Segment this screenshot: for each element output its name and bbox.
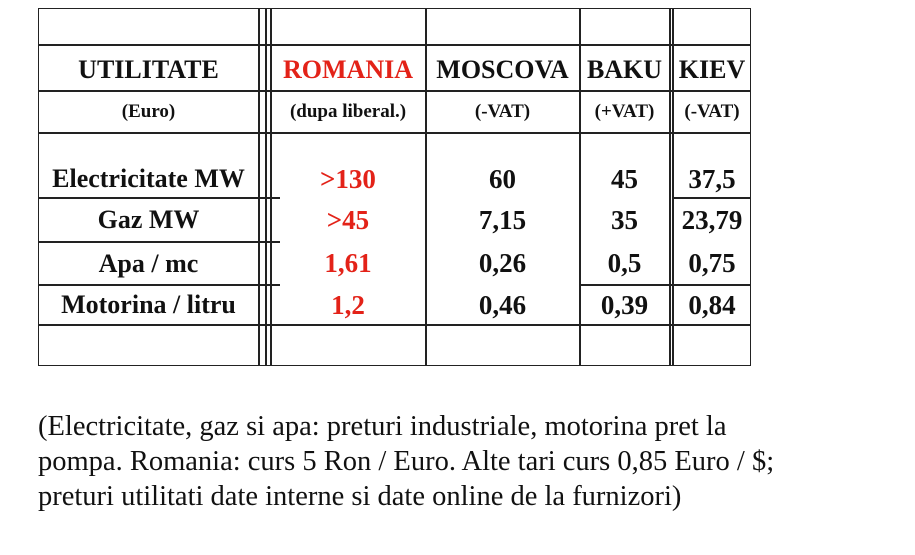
header-moscova: MOSCOVA — [436, 55, 569, 84]
cell-kiev-motorina: 0,84 — [688, 289, 736, 320]
footnote-line: (Electricitate, gaz si apa: preturi industriale, motorina pret la — [38, 411, 727, 442]
subheader-kiev: (-VAT) — [684, 100, 740, 122]
cell-baku-electricitate: 45 — [611, 163, 638, 194]
column-divider — [669, 9, 671, 365]
header-kiev: KIEV — [678, 55, 746, 84]
cell-baku-motorina: 0,39 — [600, 289, 649, 320]
cell-baku-apa: 0,5 — [607, 248, 642, 278]
row-divider — [39, 324, 750, 326]
subheader-moscova: (-VAT) — [474, 100, 531, 122]
cell-romania-gaz: >45 — [326, 204, 370, 235]
cell-romania-electricitate: >130 — [320, 163, 376, 194]
column-divider — [258, 9, 260, 365]
cell-moscova-electricitate: 60 — [489, 163, 516, 194]
utility-price-table — [38, 8, 751, 366]
row-divider — [39, 132, 750, 134]
header-romania: ROMANIA — [283, 55, 413, 84]
footnote-line: pompa. Romania: curs 5 Ron / Euro. Alte tari curs 0,85 Euro / $; — [38, 446, 775, 477]
row-divider — [39, 44, 750, 46]
cell-kiev-gaz: 23,79 — [681, 204, 743, 235]
column-divider — [265, 9, 267, 365]
subheader-baku: (+VAT) — [594, 100, 655, 122]
cell-kiev-electricitate: 37,5 — [688, 163, 736, 194]
footnote-line: preturi utilitati date interne si date online de la furnizori) — [38, 481, 682, 512]
cell-moscova-motorina: 0,46 — [478, 289, 527, 320]
subheader-unit: (Euro) — [121, 100, 176, 122]
row-label-apa: Apa / mc — [98, 248, 199, 278]
cell-baku-gaz: 35 — [611, 204, 638, 235]
cell-moscova-apa: 0,26 — [478, 248, 527, 278]
footnote — [38, 409, 908, 514]
cell-romania-apa: 1,61 — [324, 248, 372, 278]
row-label-gaz: Gaz MW — [97, 205, 200, 234]
cell-moscova-gaz: 7,15 — [478, 204, 527, 235]
header-utilitate: UTILITATE — [78, 55, 219, 84]
row-label-electricitate: Electricitate MW — [52, 164, 245, 193]
cell-romania-motorina: 1,2 — [331, 289, 365, 320]
header-baku: BAKU — [586, 55, 663, 84]
subheader-romania: (dupa liberal.) — [289, 100, 407, 122]
cell-kiev-apa: 0,75 — [688, 248, 736, 278]
row-label-motorina: Motorina / litru — [61, 290, 236, 319]
